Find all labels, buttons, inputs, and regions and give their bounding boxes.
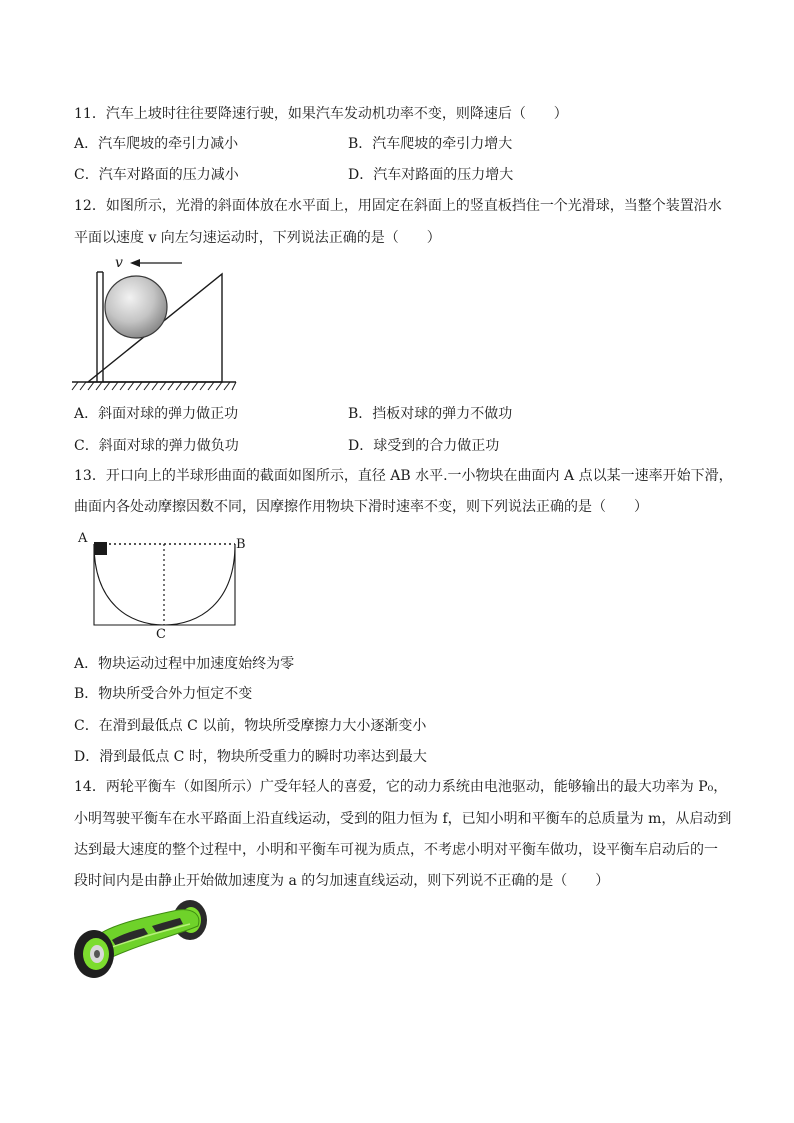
velocity-label: v [115, 255, 123, 271]
point-a-label: A [78, 531, 88, 546]
slider-block [94, 542, 107, 555]
q13-option-c[interactable]: C．在滑到最低点 C 以前，物块所受摩擦力大小逐渐变小 [74, 718, 427, 734]
velocity-arrowhead [130, 259, 140, 267]
q12-options-row-1 [74, 404, 734, 424]
smooth-ball [105, 276, 167, 338]
q14-stem-line-1: 14．两轮平衡车（如图所示）广受年轻人的喜爱，它的动力系统由电池驱动，能够输出的最大功率为 P₀， [74, 779, 728, 795]
q14-stem-line-2: 小明驾驶平衡车在水平路面上沿直线运动，受到的阻力恒为 f，已知小明和平衡车的总质量为 m，从启动到 [74, 811, 732, 827]
q13-stem-line-2: 曲面内各处动摩擦因数不同，因摩擦作用物块下滑时速率不变，则下列说法正确的是（ ） [74, 499, 648, 515]
balance-scooter-image [70, 896, 216, 982]
q13-option-d[interactable]: D．滑到最低点 C 时，物块所受重力的瞬时功率达到最大 [74, 749, 427, 765]
q13-option-a[interactable]: A．物块运动过程中加速度始终为零 [74, 656, 295, 672]
ground-hatching [72, 382, 236, 390]
q11-option-b[interactable]: B．汽车爬坡的牵引力增大 [348, 136, 513, 152]
q12-option-c[interactable]: C．斜面对球的弹力做负功 [74, 438, 239, 454]
q12-option-b[interactable]: B．挡板对球的弹力不做功 [348, 406, 513, 422]
q11-options-row-2 [74, 165, 734, 185]
q11-option-d[interactable]: D．汽车对路面的压力增大 [348, 167, 514, 183]
incline-ball-diagram [70, 250, 240, 392]
hemisphere-diagram [74, 528, 248, 642]
q12-option-d[interactable]: D．球受到的合力做正功 [348, 438, 500, 454]
q12-stem-line-2: 平面以速度 v 向左匀速运动时，下列说法正确的是（ ） [74, 230, 441, 246]
q11-option-c[interactable]: C．汽车对路面的压力减小 [74, 167, 239, 183]
point-b-label: B [236, 537, 246, 552]
point-c-label: C [156, 627, 166, 642]
q13-stem-line-1: 13．开口向上的半球形曲面的截面如图所示，直径 AB 水平.一小物块在曲面内 A 点以某一速率开始下滑， [74, 468, 733, 484]
q12-options-row-2 [74, 436, 734, 456]
q14-stem-line-3: 达到最大速度的整个过程中，小明和平衡车可视为质点，不考虑小明对平衡车做功，设平衡车启动后的一 [74, 842, 718, 858]
q11-stem-line-1: 11．汽车上坡时往往要降速行驶，如果汽车发动机功率不变，则降速后（ ） [74, 106, 568, 122]
q11-options-row-1 [74, 134, 734, 154]
q12-option-a[interactable]: A．斜面对球的弹力做正功 [74, 406, 239, 422]
q11-option-a[interactable]: A．汽车爬坡的牵引力减小 [74, 136, 239, 152]
q14-stem-line-4: 段时间内是由静止开始做加速度为 a 的匀加速直线运动，则下列说不正确的是（ ） [74, 873, 610, 889]
q13-option-b[interactable]: B．物块所受合外力恒定不变 [74, 686, 253, 702]
q12-stem-line-1: 12．如图所示，光滑的斜面体放在水平面上，用固定在斜面上的竖直板挡住一个光滑球，当整个装置沿水 [74, 198, 722, 214]
